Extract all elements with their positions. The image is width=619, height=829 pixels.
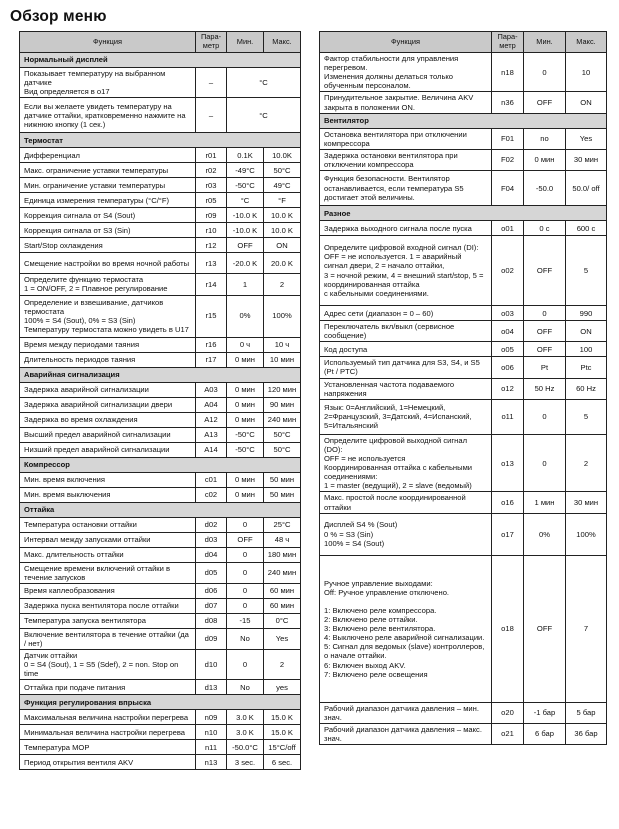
table-row xyxy=(20,517,301,532)
table-row xyxy=(320,149,607,170)
table-row xyxy=(320,128,607,149)
function-cell: Макс. простой после координированной оттайки xyxy=(320,492,492,513)
section-title: Компрессор xyxy=(20,457,301,472)
section-header-row xyxy=(320,206,607,221)
min-cell: -10.0 K xyxy=(227,223,264,238)
table-row xyxy=(20,532,301,547)
table-row xyxy=(20,337,301,352)
max-cell: 20.0 K xyxy=(264,253,301,274)
param-cell: r13 xyxy=(196,253,227,274)
col-header-max: Макс. xyxy=(566,32,607,53)
table-row xyxy=(320,321,607,342)
table-row xyxy=(20,562,301,583)
min-cell: 0 xyxy=(227,583,264,598)
max-cell: 180 мин xyxy=(264,547,301,562)
table-row xyxy=(20,274,301,295)
min-cell: 0 xyxy=(227,547,264,562)
max-cell: yes xyxy=(264,680,301,695)
section-title: Термостат xyxy=(20,133,301,148)
function-cell: Показывает температуру на выбранном датчике Вид определяется в o17 xyxy=(20,68,196,98)
param-cell: A14 xyxy=(196,442,227,457)
section-header-row xyxy=(20,502,301,517)
min-cell: -50°C xyxy=(227,427,264,442)
table-row xyxy=(20,193,301,208)
section-title: Функция регулирования впрыска xyxy=(20,695,301,710)
max-cell: Yes xyxy=(264,628,301,649)
table-row xyxy=(20,253,301,274)
param-cell: A13 xyxy=(196,427,227,442)
max-cell: 30 мин xyxy=(566,492,607,513)
max-cell: 30 мин xyxy=(566,149,607,170)
max-cell: Yes xyxy=(566,128,607,149)
table-row xyxy=(20,208,301,223)
min-cell: 0 xyxy=(524,399,566,434)
table-row xyxy=(20,223,301,238)
min-cell: -1 бар xyxy=(524,702,566,723)
param-cell: o13 xyxy=(492,434,524,492)
param-cell: o01 xyxy=(492,221,524,236)
table-row xyxy=(20,583,301,598)
function-cell: Мин. ограничение уставки температуры xyxy=(20,178,196,193)
table-row xyxy=(20,238,301,253)
table-row xyxy=(20,148,301,163)
max-cell: 990 xyxy=(566,306,607,321)
param-cell: r01 xyxy=(196,148,227,163)
col-header-max: Макс. xyxy=(264,32,301,53)
param-cell: d09 xyxy=(196,628,227,649)
param-cell: – xyxy=(196,68,227,98)
function-cell: Мин. время выключения xyxy=(20,487,196,502)
table-row xyxy=(20,680,301,695)
param-cell: d02 xyxy=(196,517,227,532)
function-cell: Макс. ограничение уставки температуры xyxy=(20,163,196,178)
param-cell: r10 xyxy=(196,223,227,238)
section-header-row xyxy=(320,113,607,128)
param-cell: r05 xyxy=(196,193,227,208)
table-row xyxy=(20,547,301,562)
function-cell: Задержка пуска вентилятора после оттайки xyxy=(20,598,196,613)
function-cell: Температура MOP xyxy=(20,740,196,755)
param-cell: o02 xyxy=(492,236,524,306)
param-cell: r09 xyxy=(196,208,227,223)
param-cell: o03 xyxy=(492,306,524,321)
table-row xyxy=(320,513,607,555)
function-cell: Смещение настройки во время ночной работы xyxy=(20,253,196,274)
param-cell: o17 xyxy=(492,513,524,555)
max-cell: ON xyxy=(264,238,301,253)
max-cell: 10.0K xyxy=(264,148,301,163)
unit-cell: °C xyxy=(227,98,301,133)
param-cell: o05 xyxy=(492,342,524,357)
min-cell: 0 xyxy=(227,517,264,532)
function-cell: Язык: 0=Английский, 1=Немецкий, 2=Французский, 3=Датский, 4=Испанский, 5=Итальянский xyxy=(320,399,492,434)
col-header-min: Мин. xyxy=(227,32,264,53)
min-cell: 1 мин xyxy=(524,492,566,513)
param-cell: d03 xyxy=(196,532,227,547)
min-cell: no xyxy=(524,128,566,149)
param-cell: r14 xyxy=(196,274,227,295)
max-cell: Ptc xyxy=(566,357,607,378)
function-cell: Рабочий диапазон датчика давления – макс. знач. xyxy=(320,723,492,744)
table-row xyxy=(320,171,607,206)
max-cell: 2 xyxy=(264,274,301,295)
min-cell: 0% xyxy=(524,513,566,555)
param-cell: r15 xyxy=(196,295,227,337)
max-cell: 50°C xyxy=(264,427,301,442)
table-row xyxy=(20,68,301,98)
param-cell: r03 xyxy=(196,178,227,193)
function-cell: Температура остановки оттайки xyxy=(20,517,196,532)
page-title: Обзор меню xyxy=(10,8,107,25)
table-row xyxy=(320,357,607,378)
min-cell: -50.0 xyxy=(524,171,566,206)
function-cell: Остановка вентилятора при отключении компрессора xyxy=(320,128,492,149)
section-title: Вентилятор xyxy=(320,113,607,128)
table-row xyxy=(20,295,301,337)
min-cell: 0 мин xyxy=(524,149,566,170)
max-cell: 50.0/ off xyxy=(566,171,607,206)
col-header-function: Функция xyxy=(20,32,196,53)
table-row xyxy=(20,710,301,725)
max-cell: 15°C/off xyxy=(264,740,301,755)
table-row xyxy=(320,434,607,492)
param-cell: o11 xyxy=(492,399,524,434)
param-cell: c01 xyxy=(196,472,227,487)
table-row xyxy=(20,352,301,367)
function-cell: Установленная частота подаваемого напряжения xyxy=(320,378,492,399)
section-header-row xyxy=(20,695,301,710)
table-row xyxy=(320,555,607,702)
param-cell: c02 xyxy=(196,487,227,502)
max-cell: 2 xyxy=(264,649,301,679)
section-title: Оттайка xyxy=(20,502,301,517)
max-cell: 48 ч xyxy=(264,532,301,547)
min-cell: OFF xyxy=(524,321,566,342)
param-cell: o06 xyxy=(492,357,524,378)
min-cell: 0 мин xyxy=(227,382,264,397)
table-row xyxy=(320,92,607,113)
function-cell: Задержка остановки вентилятора при отключении компрессора xyxy=(320,149,492,170)
table-row xyxy=(20,382,301,397)
min-cell: 0 xyxy=(227,649,264,679)
function-cell: Коррекция сигнала от S4 (Sout) xyxy=(20,208,196,223)
function-cell: Дисплей S4 % (Sout) 0 % = S3 (Sin) 100% = S4 (Sout) xyxy=(320,513,492,555)
table-row xyxy=(20,598,301,613)
param-cell: A03 xyxy=(196,382,227,397)
min-cell: °C xyxy=(227,193,264,208)
param-cell: r12 xyxy=(196,238,227,253)
param-cell: o18 xyxy=(492,555,524,702)
param-cell: A12 xyxy=(196,412,227,427)
param-cell: d10 xyxy=(196,649,227,679)
table-row xyxy=(20,427,301,442)
function-cell: Высший предел аварийной сигнализации xyxy=(20,427,196,442)
function-cell: Рабочий диапазон датчика давления – мин. знач. xyxy=(320,702,492,723)
min-cell: 0% xyxy=(227,295,264,337)
min-cell: 0 xyxy=(227,562,264,583)
min-cell: OFF xyxy=(227,238,264,253)
min-cell: -49°C xyxy=(227,163,264,178)
min-cell: 0 xyxy=(524,53,566,92)
min-cell: 0 ч xyxy=(227,337,264,352)
table-row xyxy=(20,163,301,178)
param-cell: d06 xyxy=(196,583,227,598)
param-cell: F02 xyxy=(492,149,524,170)
function-cell: Определение и взвешивание, датчиков термостата 100% = S4 (Sout), 0% = S3 (Sin) Температуру термостата можно увидеть в U17 xyxy=(20,295,196,337)
max-cell: 7 xyxy=(566,555,607,702)
function-cell: Длительность периодов таяния xyxy=(20,352,196,367)
function-cell: Включение вентилятора в течение оттайки (да / нет) xyxy=(20,628,196,649)
max-cell: 50°C xyxy=(264,163,301,178)
param-cell: d08 xyxy=(196,613,227,628)
min-cell: 0 мин xyxy=(227,487,264,502)
param-cell: n13 xyxy=(196,755,227,770)
section-header-row xyxy=(20,133,301,148)
menu-table-left xyxy=(19,31,301,770)
function-cell: Фактор стабильности для управления перегревом. Изменения должны делаться только обученным персоналом. xyxy=(320,53,492,92)
min-cell: 0 xyxy=(227,598,264,613)
function-cell: Ручное управление выходами: Off: Ручное управление отключено. 1: Включено реле компрессора. 2: Включено реле оттайки. 3: Включено реле вентилятора. 4: Выключено реле аварийной сигнализации. 5: Сигнал для ведомых (slave) контроллеров, о начале оттайки. 6: Включен выход AKV. 7: Включено реле освещения xyxy=(320,555,492,702)
param-cell: n09 xyxy=(196,710,227,725)
param-cell: A04 xyxy=(196,397,227,412)
min-cell: -50°C xyxy=(227,442,264,457)
min-cell: 3.0 K xyxy=(227,725,264,740)
function-cell: Start/Stop охлаждения xyxy=(20,238,196,253)
min-cell: 0 xyxy=(524,434,566,492)
function-cell: Код доступа xyxy=(320,342,492,357)
min-cell: No xyxy=(227,680,264,695)
function-cell: Переключатель вкл/выкл (сервисное сообщение) xyxy=(320,321,492,342)
max-cell: 15.0 K xyxy=(264,710,301,725)
max-cell: 49°C xyxy=(264,178,301,193)
min-cell: 0 мин xyxy=(227,397,264,412)
min-cell: -10.0 K xyxy=(227,208,264,223)
max-cell: 36 бар xyxy=(566,723,607,744)
section-title: Разное xyxy=(320,206,607,221)
param-cell: n11 xyxy=(196,740,227,755)
max-cell: 240 мин xyxy=(264,412,301,427)
table-row xyxy=(320,53,607,92)
table-row xyxy=(320,306,607,321)
max-cell: 50 мин xyxy=(264,472,301,487)
function-cell: Определите цифровой входной сигнал (DI): OFF = не используется. 1 = аварийный сигнал двери, 2 = начало оттайки, 3 = ночной режим, 4 = внешний start/stop, 5 = координированная оттайка с кабельными соединениями. xyxy=(320,236,492,306)
function-cell: Максимальная величина настройки перегрева xyxy=(20,710,196,725)
col-header-min: Мин. xyxy=(524,32,566,53)
function-cell: Адрес сети (диапазон = 0 – 60) xyxy=(320,306,492,321)
max-cell: 50 мин xyxy=(264,487,301,502)
function-cell: Макс. длительность оттайки xyxy=(20,547,196,562)
param-cell: r16 xyxy=(196,337,227,352)
min-cell: 50 Hz xyxy=(524,378,566,399)
param-cell: – xyxy=(196,98,227,133)
function-cell: Время между периодами таяния xyxy=(20,337,196,352)
table-row xyxy=(20,397,301,412)
min-cell: 6 бар xyxy=(524,723,566,744)
param-cell: o04 xyxy=(492,321,524,342)
max-cell: °F xyxy=(264,193,301,208)
table-row xyxy=(20,412,301,427)
table-row xyxy=(320,399,607,434)
function-cell: Коррекция сигнала от S3 (Sin) xyxy=(20,223,196,238)
section-header-row xyxy=(20,457,301,472)
table-row xyxy=(20,472,301,487)
unit-cell: °C xyxy=(227,68,301,98)
max-cell: 10 мин xyxy=(264,352,301,367)
function-cell: Время каплеобразования xyxy=(20,583,196,598)
max-cell: 10.0 K xyxy=(264,208,301,223)
param-cell: o21 xyxy=(492,723,524,744)
col-header-param: Пара-метр xyxy=(492,32,524,53)
min-cell: -50.0°C xyxy=(227,740,264,755)
function-cell: Задержка выходного сигнала после пуска xyxy=(320,221,492,236)
param-cell: d07 xyxy=(196,598,227,613)
function-cell: Определите цифровой выходной сигнал (DO): OFF = не используется Координированная оттайка с кабельными соединениями: 1 = master (ведущий), 2 = slave (ведомый) xyxy=(320,434,492,492)
function-cell: Минимальная величина настройки перегрева xyxy=(20,725,196,740)
table-row xyxy=(20,98,301,133)
min-cell: 0 xyxy=(524,306,566,321)
function-cell: Датчик оттайки 0 = S4 (Sout), 1 = S5 (Sdef), 2 = non. Stop on time xyxy=(20,649,196,679)
menu-table-right xyxy=(319,31,607,745)
param-cell: d13 xyxy=(196,680,227,695)
table-row xyxy=(20,487,301,502)
param-cell: o12 xyxy=(492,378,524,399)
max-cell: ON xyxy=(566,321,607,342)
min-cell: 0 мин xyxy=(227,472,264,487)
table-row xyxy=(20,725,301,740)
table-row xyxy=(320,378,607,399)
min-cell: 0.1K xyxy=(227,148,264,163)
min-cell: 0 мин xyxy=(227,352,264,367)
max-cell: 2 xyxy=(566,434,607,492)
min-cell: No xyxy=(227,628,264,649)
function-cell: Дифференциал xyxy=(20,148,196,163)
min-cell: 1 xyxy=(227,274,264,295)
min-cell: 0 мин xyxy=(227,412,264,427)
max-cell: 600 c xyxy=(566,221,607,236)
function-cell: Определите функцию термостата 1 = ON/OFF, 2 = Плавное регулирование xyxy=(20,274,196,295)
function-cell: Смещение времени включений оттайки в течение запусков xyxy=(20,562,196,583)
function-cell: Мин. время включения xyxy=(20,472,196,487)
min-cell: OFF xyxy=(227,532,264,547)
table-row xyxy=(20,755,301,770)
param-cell: F04 xyxy=(492,171,524,206)
function-cell: Низший предел аварийной сигнализации xyxy=(20,442,196,457)
min-cell: 3 sec. xyxy=(227,755,264,770)
section-title: Нормальный дисплей xyxy=(20,53,301,68)
param-cell: n36 xyxy=(492,92,524,113)
max-cell: 100% xyxy=(264,295,301,337)
table-row xyxy=(320,702,607,723)
max-cell: 120 мин xyxy=(264,382,301,397)
max-cell: 50°C xyxy=(264,442,301,457)
max-cell: 15.0 K xyxy=(264,725,301,740)
max-cell: 100 xyxy=(566,342,607,357)
function-cell: Используемый тип датчика для S3, S4, и S5 (Pt / PTC) xyxy=(320,357,492,378)
section-header-row xyxy=(20,53,301,68)
min-cell: -50°C xyxy=(227,178,264,193)
max-cell: 240 мин xyxy=(264,562,301,583)
min-cell: Pt xyxy=(524,357,566,378)
table-row xyxy=(20,178,301,193)
function-cell: Задержка аварийной сигнализации xyxy=(20,382,196,397)
max-cell: 60 Hz xyxy=(566,378,607,399)
max-cell: 5 xyxy=(566,399,607,434)
param-cell: n10 xyxy=(196,725,227,740)
table-row xyxy=(320,236,607,306)
table-row xyxy=(320,492,607,513)
min-cell: 3.0 K xyxy=(227,710,264,725)
min-cell: -15 xyxy=(227,613,264,628)
param-cell: o20 xyxy=(492,702,524,723)
min-cell: 0 c xyxy=(524,221,566,236)
section-header-row xyxy=(20,367,301,382)
param-cell: F01 xyxy=(492,128,524,149)
max-cell: ON xyxy=(566,92,607,113)
function-cell: Задержка аварийной сигнализации двери xyxy=(20,397,196,412)
param-cell: r17 xyxy=(196,352,227,367)
max-cell: 10 xyxy=(566,53,607,92)
min-cell: OFF xyxy=(524,555,566,702)
max-cell: 10.0 K xyxy=(264,223,301,238)
max-cell: 0°C xyxy=(264,613,301,628)
function-cell: Температура запуска вентилятора xyxy=(20,613,196,628)
max-cell: 100% xyxy=(566,513,607,555)
col-header-function: Функция xyxy=(320,32,492,53)
max-cell: 10 ч xyxy=(264,337,301,352)
function-cell: Единица измерения температуры (°C/°F) xyxy=(20,193,196,208)
table-row xyxy=(20,613,301,628)
max-cell: 6 sec. xyxy=(264,755,301,770)
min-cell: OFF xyxy=(524,236,566,306)
max-cell: 90 мин xyxy=(264,397,301,412)
table-row xyxy=(20,649,301,679)
function-cell: Оттайка при подаче питания xyxy=(20,680,196,695)
max-cell: 60 мин xyxy=(264,583,301,598)
param-cell: o16 xyxy=(492,492,524,513)
min-cell: -20.0 K xyxy=(227,253,264,274)
max-cell: 5 xyxy=(566,236,607,306)
section-title: Аварийная сигнализация xyxy=(20,367,301,382)
function-cell: Если вы желаете увидеть температуру на датчике оттайки, кратковременно нажмите на нижнюю кнопку (1 сек.) xyxy=(20,98,196,133)
param-cell: d04 xyxy=(196,547,227,562)
min-cell: OFF xyxy=(524,92,566,113)
table-row xyxy=(20,628,301,649)
col-header-param: Пара-метр xyxy=(196,32,227,53)
function-cell: Задержка во время охлаждения xyxy=(20,412,196,427)
table-row xyxy=(20,740,301,755)
function-cell: Принудительное закрытие. Величина AKV закрыта в положении ON. xyxy=(320,92,492,113)
table-row xyxy=(320,221,607,236)
max-cell: 25°C xyxy=(264,517,301,532)
max-cell: 5 бар xyxy=(566,702,607,723)
table-row xyxy=(20,442,301,457)
function-cell: Интервал между запусками оттайки xyxy=(20,532,196,547)
table-row xyxy=(320,723,607,744)
table-row xyxy=(320,342,607,357)
param-cell: r02 xyxy=(196,163,227,178)
function-cell: Период открытия вентиля AKV xyxy=(20,755,196,770)
min-cell: OFF xyxy=(524,342,566,357)
max-cell: 60 мин xyxy=(264,598,301,613)
function-cell: Функция безопасности. Вентилятор останавливается, если температура S5 достигает этой величины. xyxy=(320,171,492,206)
param-cell: d05 xyxy=(196,562,227,583)
param-cell: n18 xyxy=(492,53,524,92)
